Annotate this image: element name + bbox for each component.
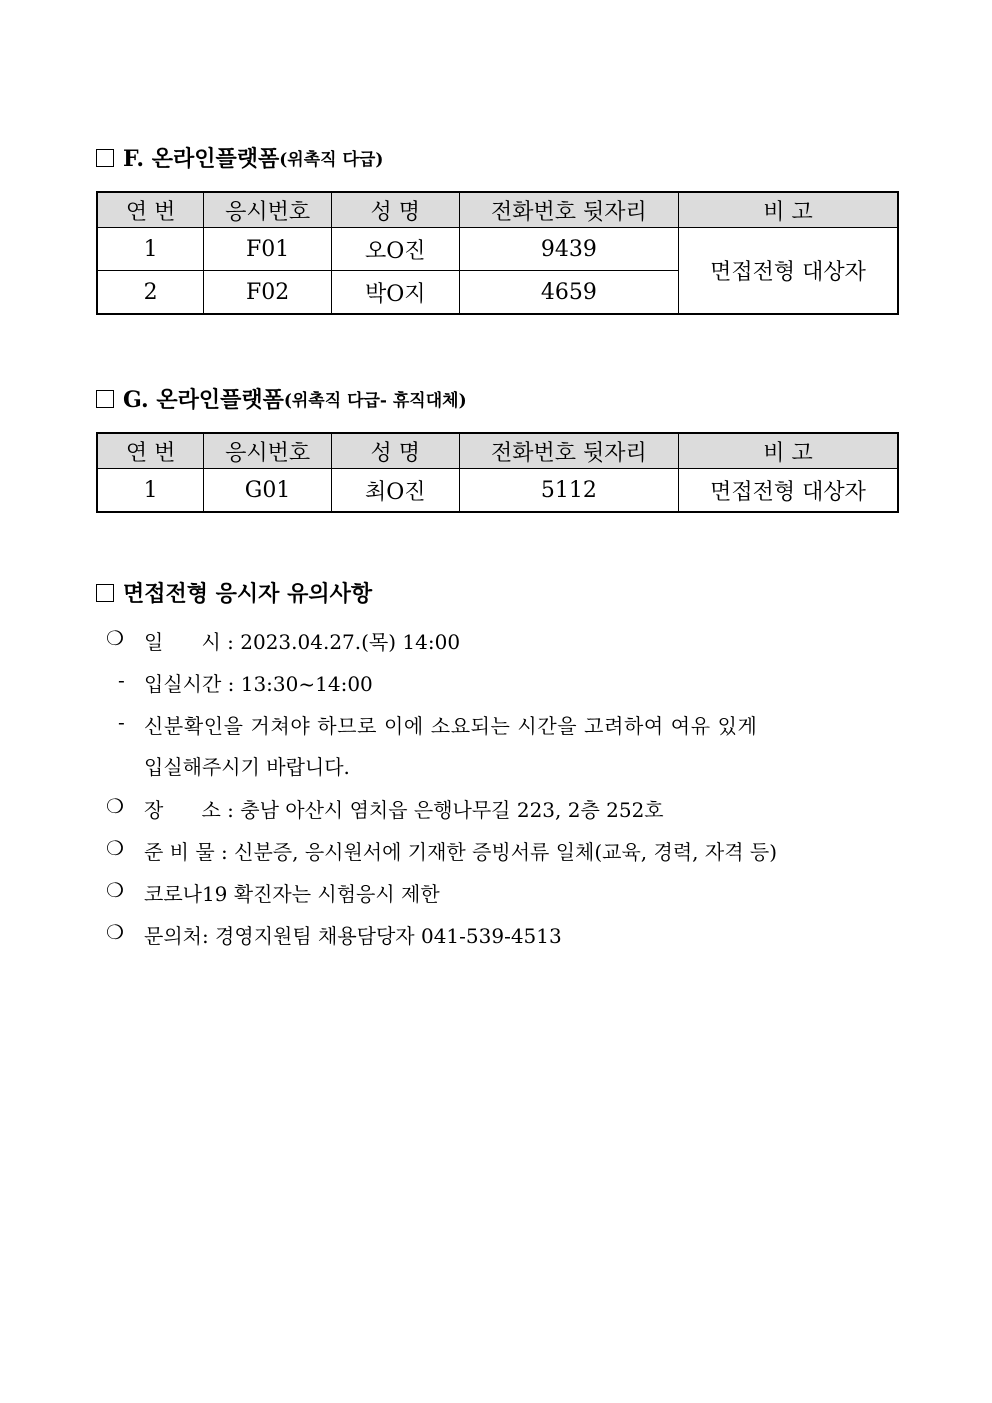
cell-exam-no: F01 — [204, 228, 332, 271]
header-exam-no: 응시번호 — [204, 192, 332, 228]
section-f-title: F. 온라인플랫폼 — [123, 146, 280, 172]
circle-bullet-icon: ❍ — [106, 836, 124, 860]
dash-bullet: - — [118, 668, 125, 692]
table-g — [96, 432, 899, 513]
checkbox-square-icon — [96, 149, 114, 167]
circle-bullet-icon: ❍ — [106, 878, 124, 902]
cell-name: 최O진 — [331, 469, 459, 513]
header-exam-no: 응시번호 — [204, 433, 332, 469]
dash-bullet: - — [118, 710, 125, 734]
cell-phone: 5112 — [459, 469, 678, 513]
place-label: 장 소 — [144, 798, 221, 822]
id-check-line-2: 입실해주시기 바랍니다. — [144, 755, 350, 779]
cell-phone: 4659 — [459, 271, 678, 315]
covid-line: 코로나19 확진자는 시험응시 제한 — [144, 882, 440, 906]
cell-note: 면접전형 대상자 — [679, 228, 898, 315]
cell-no: 2 — [97, 271, 204, 315]
header-no: 연 번 — [97, 433, 204, 469]
circle-bullet-icon: ❍ — [106, 794, 124, 818]
cell-phone: 9439 — [459, 228, 678, 271]
header-name: 성 명 — [331, 192, 459, 228]
entry-time-line: 입실시간 : 13:30~14:00 — [144, 672, 373, 696]
cell-exam-no: G01 — [204, 469, 332, 513]
header-note: 비 고 — [679, 192, 898, 228]
notice-heading — [96, 577, 372, 608]
place-value: : 충남 아산시 염치읍 은행나무길 223, 2층 252호 — [227, 798, 664, 822]
circle-bullet-icon: ❍ — [106, 626, 124, 650]
cell-name: 박O지 — [331, 271, 459, 315]
table-header-row — [97, 433, 898, 469]
cell-name: 오O진 — [331, 228, 459, 271]
header-phone: 전화번호 뒷자리 — [459, 192, 678, 228]
date-value: : 2023.04.27.(목) 14:00 — [227, 630, 461, 654]
cell-note: 면접전형 대상자 — [679, 469, 898, 513]
date-label: 일 시 — [144, 630, 221, 654]
header-no: 연 번 — [97, 192, 204, 228]
id-check-line-1: 신분확인을 거쳐야 하므로 이에 소요되는 시간을 고려하여 여유 있게 — [144, 714, 758, 738]
table-row — [97, 228, 898, 271]
header-phone: 전화번호 뒷자리 — [459, 433, 678, 469]
section-f-heading — [96, 142, 383, 173]
section-g-title: G. 온라인플랫폼 — [123, 387, 284, 413]
circle-bullet-icon: ❍ — [106, 920, 124, 944]
checkbox-square-icon — [96, 584, 114, 602]
table-header-row — [97, 192, 898, 228]
contact-line: 문의처: 경영지원팀 채용담당자 041-539-4513 — [144, 924, 562, 948]
prep-line — [144, 836, 777, 865]
date-line — [144, 626, 460, 655]
notice-title: 면접전형 응시자 유의사항 — [123, 581, 373, 607]
cell-no: 1 — [97, 469, 204, 513]
section-g-subtitle: (위촉직 다급- 휴직대체) — [283, 391, 467, 411]
header-note: 비 고 — [679, 433, 898, 469]
section-g-heading — [96, 383, 467, 414]
cell-no: 1 — [97, 228, 204, 271]
table-f — [96, 191, 899, 315]
header-name: 성 명 — [331, 433, 459, 469]
prep-label: 준 비 물 — [144, 840, 215, 864]
table-row — [97, 469, 898, 513]
place-line — [144, 794, 664, 823]
prep-value: : 신분증, 응시원서에 기재한 증빙서류 일체(교육, 경력, 자격 등) — [221, 840, 778, 864]
checkbox-square-icon — [96, 390, 114, 408]
cell-exam-no: F02 — [204, 271, 332, 315]
section-f-subtitle: (위촉직 다급) — [279, 150, 384, 170]
